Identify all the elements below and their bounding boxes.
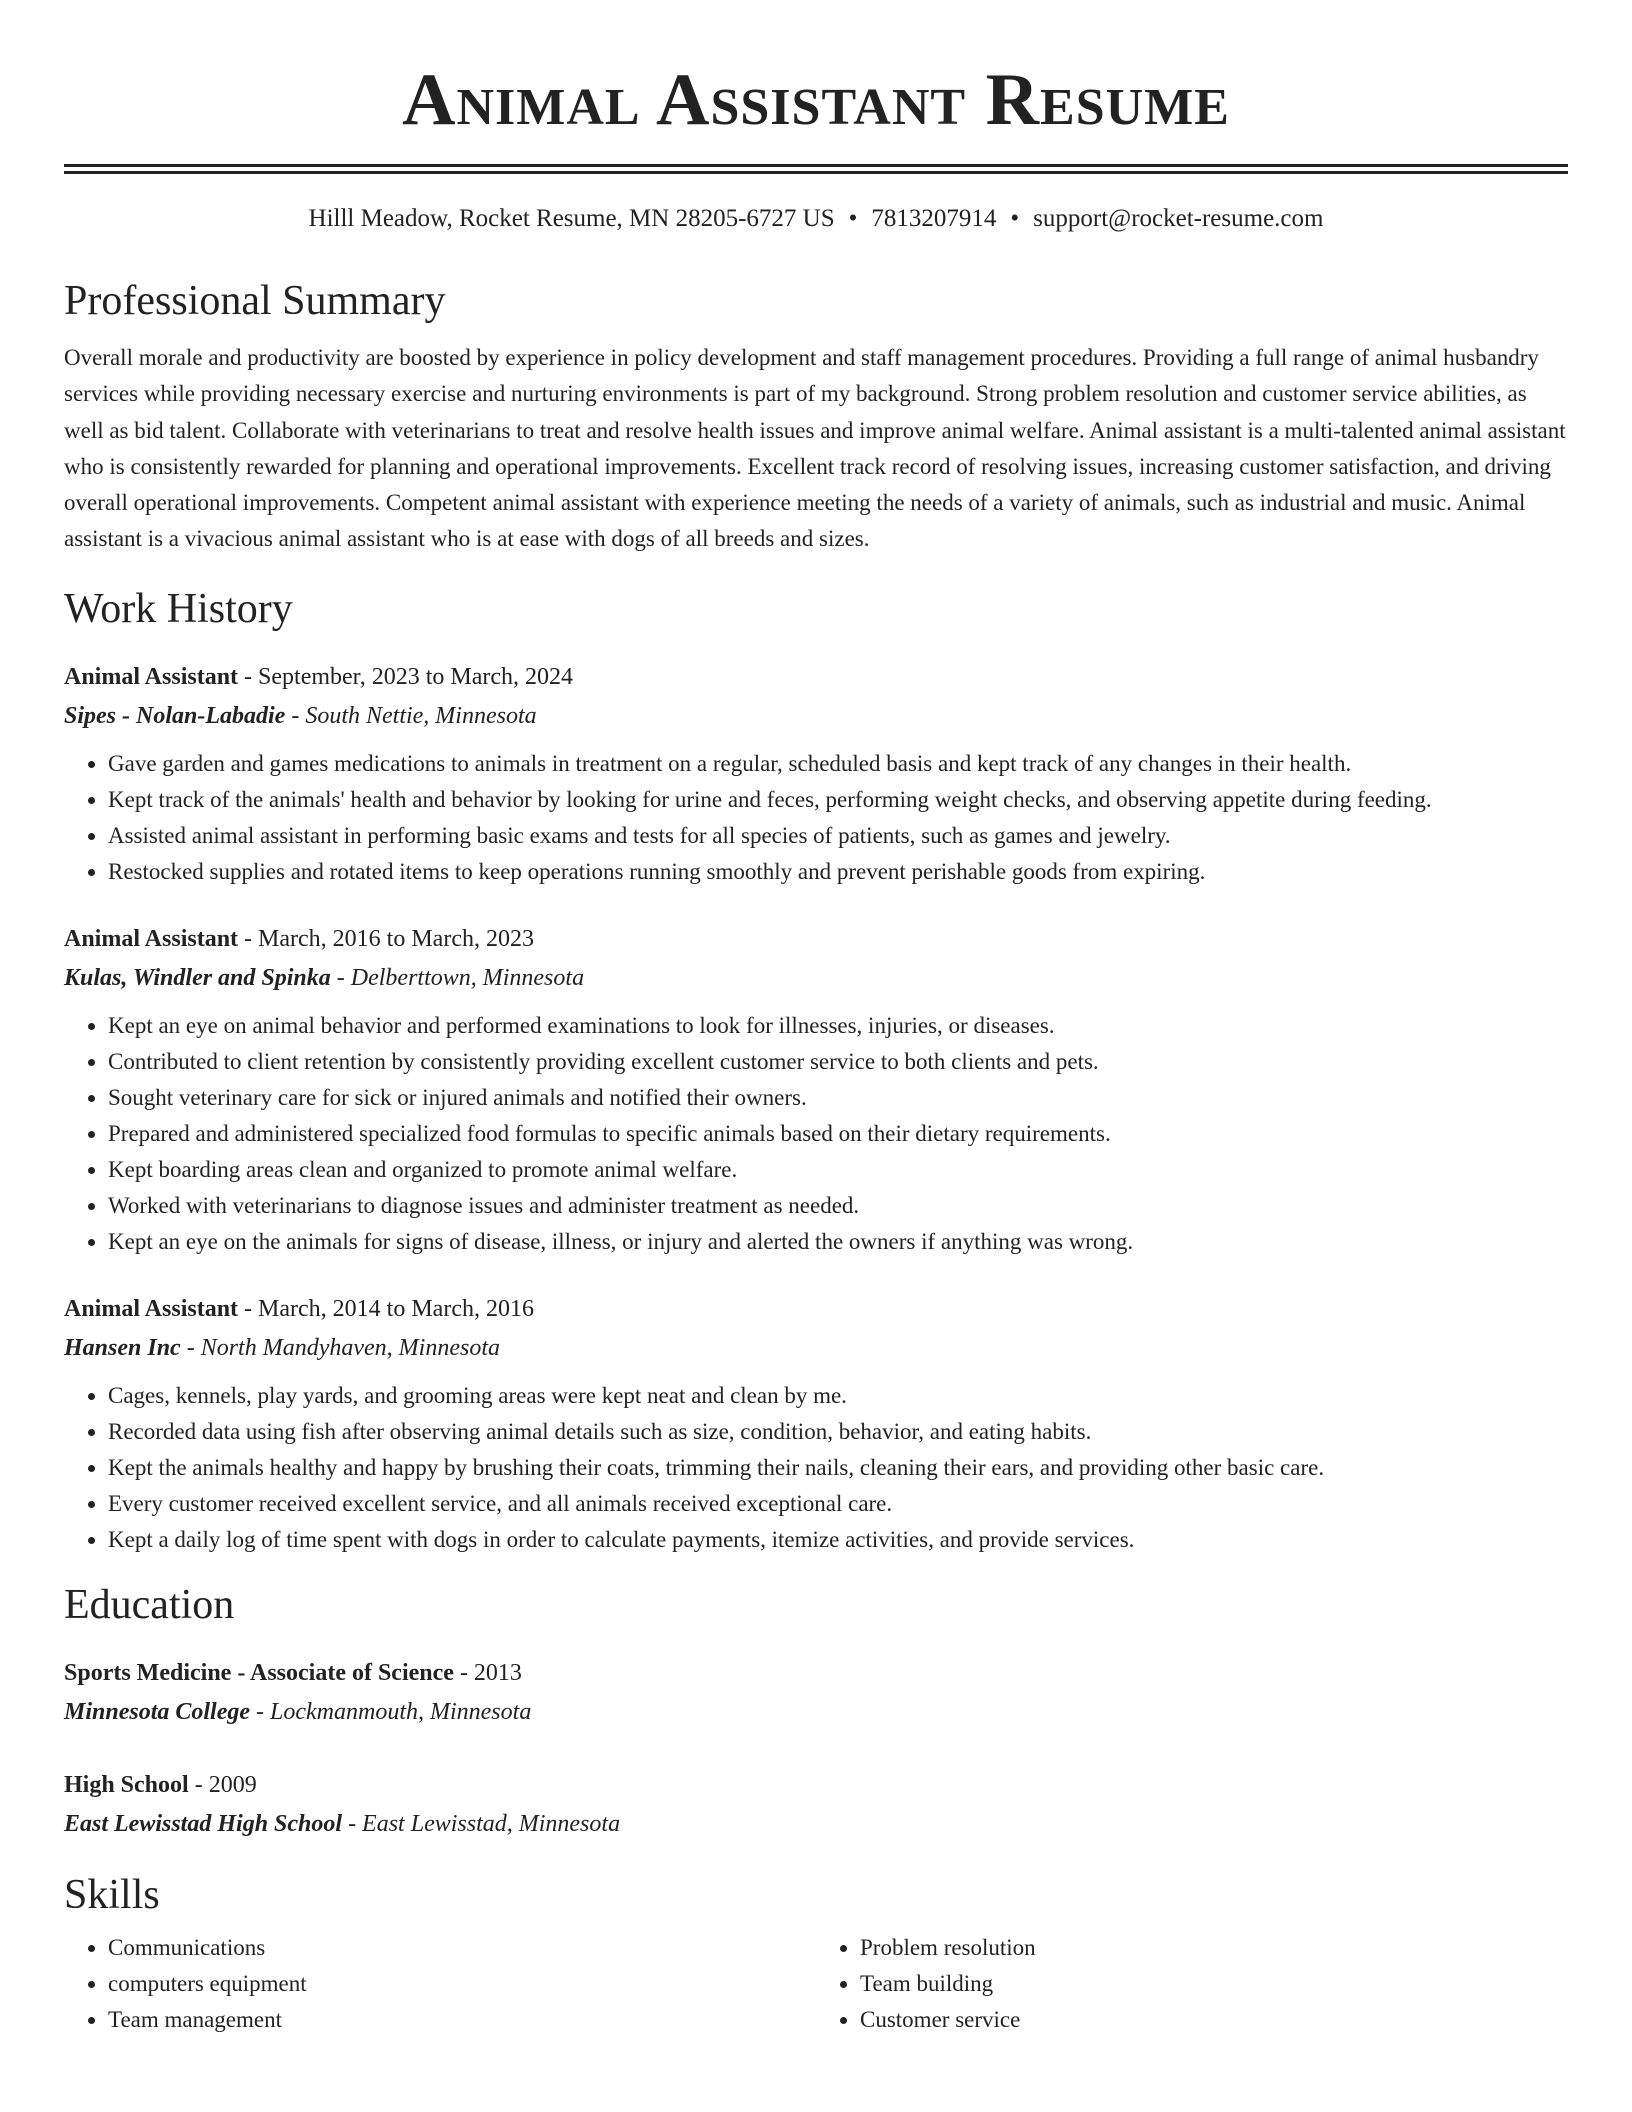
education-school: East Lewisstad High School (64, 1810, 343, 1837)
job-dates: - March, 2014 to March, 2016 (238, 1295, 534, 1322)
education-school-line (64, 1804, 1568, 1844)
education-degree: High School (64, 1771, 189, 1798)
job-entry (64, 920, 1568, 1260)
job-title: Animal Assistant (64, 663, 239, 690)
job-title-line (64, 658, 1568, 696)
education-location: - Lockmanmouth, Minnesota (250, 1698, 532, 1725)
contact-line (64, 202, 1568, 236)
skill-item: • computers equipment (108, 1966, 816, 2002)
job-bullet: • Contributed to client retention by consistently providing excellent customer service to both clients and pets. (108, 1044, 1568, 1080)
skill-item: • Customer service (860, 2002, 1568, 2038)
job-entry (64, 1290, 1568, 1558)
job-bullet: • Gave garden and games medications to animals in treatment on a regular, scheduled basis and kept track of any changes in their health. (108, 746, 1568, 782)
education-entry (64, 1654, 1568, 1732)
job-company-line (64, 696, 1568, 736)
skills-column-right (816, 1930, 1568, 2038)
work-history-heading: Work History (64, 585, 293, 632)
job-title: Animal Assistant (64, 1295, 239, 1322)
education-heading: Education (64, 1581, 235, 1628)
contact-email: support@rocket-resume.com (1033, 205, 1324, 232)
job-title-line (64, 1290, 1568, 1328)
title-double-rule (64, 164, 1568, 174)
summary-heading: Professional Summary (64, 278, 446, 324)
education-year: - 2009 (188, 1771, 257, 1798)
job-bullet: • Assisted animal assistant in performing basic exams and tests for all species of patients, such as games and jewelry. (108, 818, 1568, 854)
education-location: - East Lewisstad, Minnesota (342, 1810, 621, 1837)
job-bullet: • Kept an eye on animal behavior and performed examinations to look for illnesses, injuries, or diseases. (108, 1008, 1568, 1044)
job-bullets (64, 1008, 1568, 1260)
job-company: Kulas, Windler and Spinka (64, 964, 331, 991)
job-bullet: • Sought veterinary care for sick or injured animals and notified their owners. (108, 1080, 1568, 1116)
skills-heading: Skills (64, 1871, 160, 1918)
education-degree: Sports Medicine - Associate of Science (64, 1659, 454, 1686)
job-location: - North Mandyhaven, Minnesota (180, 1334, 500, 1361)
resume-title: Animal Assistant Resume (402, 59, 1230, 141)
skills-column-left (64, 1930, 816, 2038)
summary-text: Overall morale and productivity are boosted by experience in policy development and staff management procedures. Providing a full range of animal husbandry services while providing necessary exercise and nurturing environments is part of my background. Strong problem resolution and customer service abilities, as well as bid talent. Collaborate with veterinarians to treat and resolve health issues and improve animal welfare. Animal assistant is a multi-talented animal assistant who is consistently rewarded for planning and operational improvements. Excellent track record of resolving issues, increasing customer satisfaction, and driving overall operational improvements. Competent animal assistant with experience meeting the needs of a variety of animals, such as industrial and music. Animal assistant is a vivacious animal assistant who is at ease with dogs of all breeds and sizes. (64, 345, 1566, 552)
job-entry (64, 658, 1568, 890)
education-school-line (64, 1692, 1568, 1732)
skills-grid (64, 1930, 1568, 2038)
job-bullets (64, 746, 1568, 890)
education-degree-line (64, 1654, 1568, 1692)
job-bullet: • Prepared and administered specialized food formulas to specific animals based on their dietary requirements. (108, 1116, 1568, 1152)
job-bullet: • Kept a daily log of time spent with dogs in order to calculate payments, itemize activities, and provide services. (108, 1522, 1568, 1558)
contact-phone: 7813207914 (871, 205, 997, 232)
education-year: - 2013 (453, 1659, 522, 1686)
job-bullet: • Kept an eye on the animals for signs of disease, illness, or injury and alerted the owners if anything was wrong. (108, 1224, 1568, 1260)
job-dates: - September, 2023 to March, 2024 (238, 663, 574, 690)
job-bullet: • Kept boarding areas clean and organized to promote animal welfare. (108, 1152, 1568, 1188)
job-bullet: • Every customer received excellent service, and all animals received exceptional care. (108, 1486, 1568, 1522)
skill-item: • Team management (108, 2002, 816, 2038)
job-company: Sipes - Nolan-Labadie (64, 702, 286, 729)
job-bullet: • Kept track of the animals' health and behavior by looking for urine and feces, performing weight checks, and observing appetite during feeding. (108, 782, 1568, 818)
job-location: - South Nettie, Minnesota (285, 702, 537, 729)
skill-item: • Problem resolution (860, 1930, 1568, 1966)
job-title-line (64, 920, 1568, 958)
contact-separator: • (1010, 205, 1020, 232)
education-entry (64, 1766, 1568, 1844)
job-dates: - March, 2016 to March, 2023 (238, 925, 534, 952)
job-company-line (64, 1328, 1568, 1368)
job-bullet: • Restocked supplies and rotated items to keep operations running smoothly and prevent perishable goods from expiring. (108, 854, 1568, 890)
contact-separator: • (848, 205, 858, 232)
contact-address: Hilll Meadow, Rocket Resume, MN 28205-6727 US (308, 205, 835, 232)
job-company-line (64, 958, 1568, 998)
education-degree-line (64, 1766, 1568, 1804)
job-bullet: • Kept the animals healthy and happy by brushing their coats, trimming their nails, cleaning their ears, and providing other basic care. (108, 1450, 1568, 1486)
job-company: Hansen Inc (64, 1334, 181, 1361)
education-school: Minnesota College (64, 1698, 251, 1725)
skill-item: • Communications (108, 1930, 816, 1966)
job-title: Animal Assistant (64, 925, 239, 952)
job-bullet: • Cages, kennels, play yards, and grooming areas were kept neat and clean by me. (108, 1378, 1568, 1414)
job-bullets (64, 1378, 1568, 1558)
skill-item: • Team building (860, 1966, 1568, 2002)
job-location: - Delberttown, Minnesota (330, 964, 585, 991)
job-bullet: • Worked with veterinarians to diagnose issues and administer treatment as needed. (108, 1188, 1568, 1224)
job-bullet: • Recorded data using fish after observing animal details such as size, condition, behavior, and eating habits. (108, 1414, 1568, 1450)
